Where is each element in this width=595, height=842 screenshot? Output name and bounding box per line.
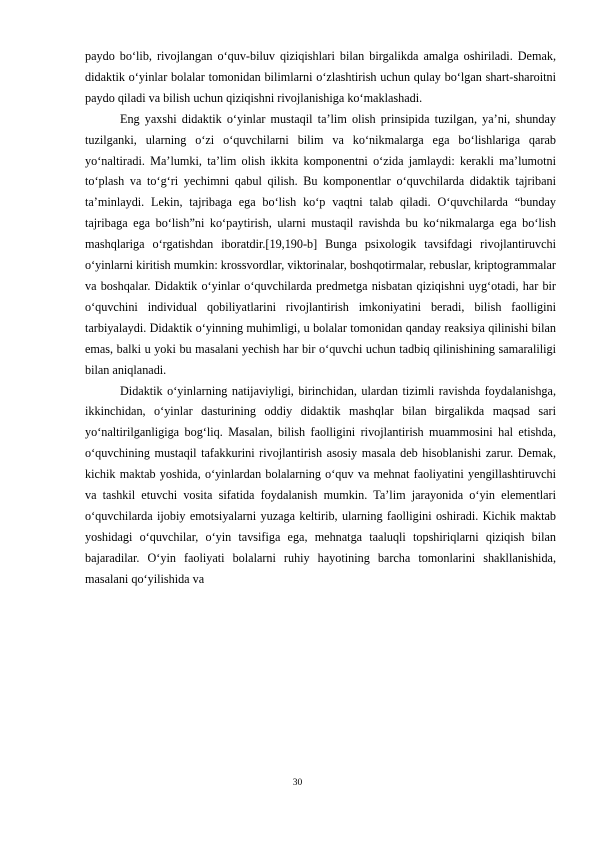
page-number: 30	[292, 778, 303, 788]
paragraph-didactic-games-effectiveness: Didaktik o‘yinlarning natijaviyligi, birinchidan, ulardan tizimli ravishda foydalanishga, ikkinchidan, o‘yinlar dasturining oddiy didaktik mashqlar bilan birgalikda maqsad sari yo‘naltirilganligiga bog‘liq. Masalan, bilish faolligini rivojlantirish muammosini hal etishda, o‘quvchining mustaqil tafakkurini rivojlantirish asosiy masala deb hisoblanishi zarur. Demak, kichik maktab yoshida, o‘yinlardan bolalarning o‘quv va mehnat faoliyatini yengillashtiruvchi va tashkil etuvchi vosita sifatida foydalanish mumkin. Ta’lim jarayonida o‘yin elementlari o‘quvchilarda ijobiy emotsiyalarni yuzaga keltirib, ularning faolligini oshiradi. Kichik maktab yoshidagi o‘quvchilar, o‘yin tavsifiga ega, mehnatga taaluqli topshiriqlarni qiziqish bilan bajaradilar. O‘yin faoliyati bolalarni ruhiy hayotining barcha tomonlarini shakllanishida, masalani qo‘yilishida va	[85, 383, 556, 586]
paragraph-didactic-games-principle: Eng yaxshi didaktik o‘yinlar mustaqil ta’lim olish prinsipida tuzilgan, ya’ni, shunday tuzilganki, ularning o‘zi o‘quvchilarni bilim va ko‘nikmalarga ega bo‘lishlariga qarab yo‘naltiradi. Ma’lumki, ta’lim olish ikkita komponentni o‘zida jamlaydi: kerakli ma’lumotni to‘plash va to‘g‘ri yechimni qabul qilish. Bu komponentlar o‘quvchilarda didaktik tajribani ta’minlaydi. Lekin, tajribaga ega bo‘lish ko‘p vaqtni talab qiladi. O‘quvchilarda “bunday tajribaga ega bo‘lish”ni ko‘paytirish, ularni mustaqil ravishda bu ko‘nikmalarga ega bo‘lish mashqlariga o‘rgatishdan iboratdir.[19,190-b] Bunga psixologik tavsifdagi rivojlantiruvchi o‘yinlarni kiritish mumkin: krossvordlar, viktorinalar, boshqotirmalar, rebuslar, kriptogrammalar va boshqalar. Didaktik o‘yinlar o‘quvchilarda predmetga nisbatan qiziqishni uyg‘otadi, har bir o‘quvchini individual qobiliyatlarini rivojlantirish imkoniyatini beradi, bilish faolligini tarbiyalaydi. Didaktik o‘yinning muhimligi, u bolalar tomonidan qanday reaksiya qilinishi bilan emas, balki u yoki bu masalani yechish har bir o‘quvchi uchun tadbiq qilinishining samaraliligi bilan aniqlanadi.	[85, 111, 556, 377]
paragraph-continuation: paydo bo‘lib, rivojlangan o‘quv-biluv qiziqishlari bilan birgalikda amalga oshiriladi. Demak, didaktik o‘yinlar bolalar tomonidan bilimlarni o‘zlashtirish uchun qulay bo‘lgan shart-sharoitni paydo qiladi va bilish uchun qiziqishni rivojlanishiga ko‘maklashadi.	[85, 49, 556, 105]
body-text	[85, 46, 556, 590]
